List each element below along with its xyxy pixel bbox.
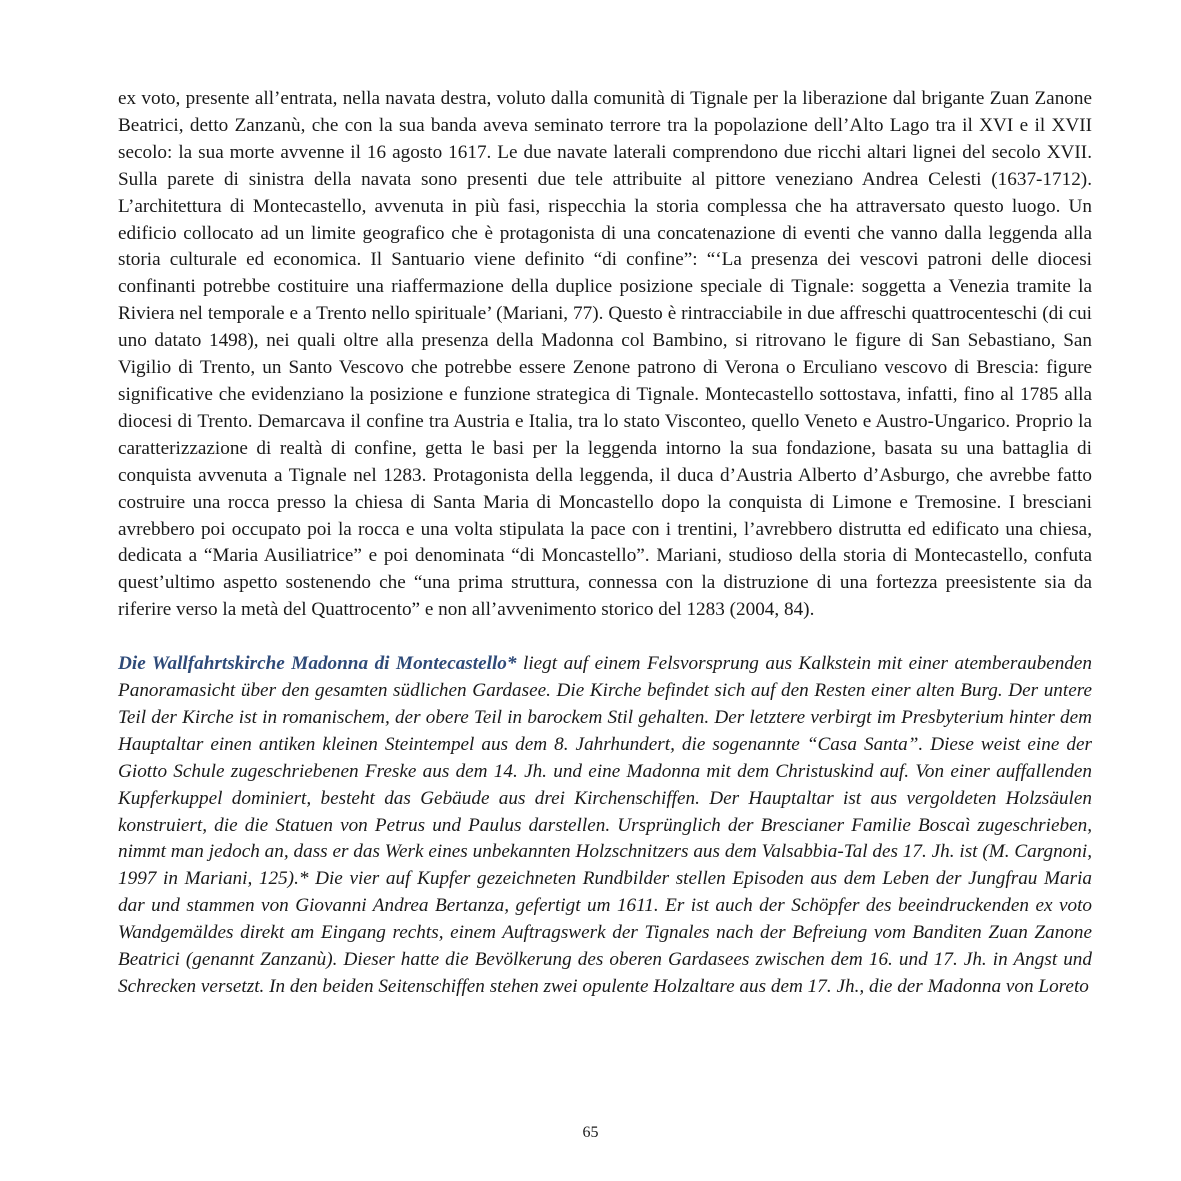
german-paragraph (118, 651, 1092, 1001)
page-number: 65 (582, 1124, 599, 1141)
page-content (118, 86, 1092, 1001)
german-paragraph-body: liegt auf einem Felsvorsprung aus Kalkstein mit einer atemberaubenden Panoramasicht über den gesamten südlichen Gardasee. Die Kirche befindet sich auf den Resten einer alten Burg. Der untere Teil der Kirche ist in romanischem, der obere Teil in barockem Stil gehalten. Der letztere verbirgt im Presbyterium hinter dem Hauptaltar einen antiken kleinen Steintempel aus dem 8. Jahrhundert, die sogenannte “Casa Santa”. Diese weist eine der Giotto Schule zugeschriebenen Freske aus dem 14. Jh. und eine Madonna mit dem Christuskind auf. Von einer auffallenden Kupferkuppel dominiert, besteht das Gebäude aus drei Kirchenschiffen. Der Hauptaltar ist aus vergoldeten Holzsäulen konstruiert, die die Statuen von Petrus und Paulus darstellen. Ursprünglich der Brescianer Familie Boscaì zugeschrieben, nimmt man jedoch an, dass er das Werk eines unbekannten Holzschnitzers aus dem Valsabbia-Tal des 17. Jh. ist (M. Cargnoni, 1997 in Mariani, 125).* Die vier auf Kupfer gezeichneten Rundbilder stellen Episoden aus dem Leben der Jungfrau Maria dar und stammen von Giovanni Andrea Bertanza, gefertigt um 1611. Er ist auch der Schöpfer des beeindruckenden ex voto Wandgemäldes direkt am Eingang rechts, einem Auftragswerk der Tignales nach der Befreiung vom Banditen Zuan Zanone Beatrici (genannt Zanzanù). Dieser hatte die Bevölkerung des oberen Gardasees zwischen dem 16. und 17. Jh. in Angst und Schrecken versetzt. In den beiden Seitenschiffen stehen zwei opulente Holzaltare aus dem 17. Jh., die der Madonna von Loreto (118, 653, 1092, 997)
german-section-title: Die Wallfahrtskirche Madonna di Montecastello* (118, 653, 517, 675)
italian-paragraph: ex voto, presente all’entrata, nella navata destra, voluto dalla comunità di Tignale per la liberazione dal brigante Zuan Zanone Beatrici, detto Zanzanù, che con la sua banda aveva seminato terrore tra la popolazione dell’Alto Lago tra il XVI e il XVII secolo: la sua morte avvenne il 16 agosto 1617. Le due navate laterali comprendono due ricchi altari lignei del secolo XVII. Sulla parete di sinistra della navata sono presenti due tele attribuite al pittore veneziano Andrea Celesti (1637-1712). L’architettura di Montecastello, avvenuta in più fasi, rispecchia la storia complessa che ha attraversato questo luogo. Un edificio collocato ad un limite geografico che è protagonista di una concatenazione di eventi che vanno dalla leggenda alla storia culturale ed economica. Il Santuario viene definito “di confine”: “‘La presenza dei vescovi patroni delle diocesi confinanti potrebbe costituire una riaffermazione della duplice posizione speciale di Tignale: soggetta a Venezia tramite la Riviera nel temporale e a Trento nello spirituale’ (Mariani, 77). Questo è rintracciabile in due affreschi quattrocenteschi (di cui uno datato 1498), nei quali oltre alla presenza della Madonna col Bambino, si ritrovano le figure di San Sebastiano, San Vigilio di Trento, un Santo Vescovo che potrebbe essere Zenone patrono di Verona o Erculiano vescovo di Brescia: figure significative che evidenziano la posizione e funzione strategica di Tignale. Montecastello sottostava, infatti, fino al 1785 alla diocesi di Trento. Demarcava il confine tra Austria e Italia, tra lo stato Visconteo, quello Veneto e Austro-Ungarico. Proprio la caratterizzazione di realtà di confine, getta le basi per la leggenda intorno la sua fondazione, basata su una battaglia di conquista avvenuta a Tignale nel 1283. Protagonista della leggenda, il duca d’Austria Alberto d’Asburgo, che avrebbe fatto costruire una rocca presso la chiesa di Santa Maria di Moncastello dopo la conquista di Limone e Tremosine. I bresciani avrebbero poi occupato poi la rocca e una volta stipulata la pace con i trentini, l’avrebbero distrutta ed edificato una chiesa, dedicata a “Maria Ausiliatrice” e poi denominata “di Moncastello”. Mariani, studioso della storia di Montecastello, confuta quest’ultimo aspetto sostenendo che “una prima struttura, connessa con la distruzione di una fortezza preesistente sia da riferire verso la metà del Quattrocento” e non all’avvenimento storico del 1283 (2004, 84). (118, 88, 1092, 621)
